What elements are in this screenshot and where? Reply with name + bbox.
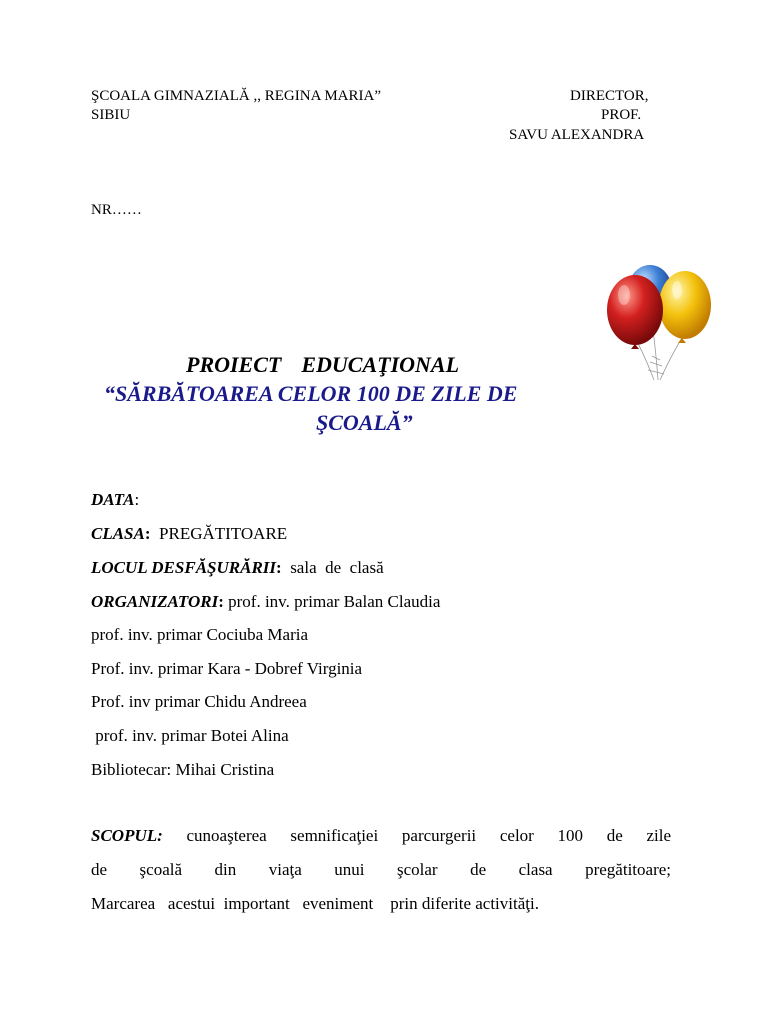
document-number: NR…… [91,202,142,218]
date-label: DATA [91,490,135,509]
scope-line-2: de şcoală din viaţa unui şcolar de clasa pregătitoare; [91,860,671,879]
organizers-label: ORGANIZATORI [91,592,219,611]
class-colon: : [144,524,151,543]
location-colon: : [276,558,282,577]
title-line-3: ŞCOALĂ” [316,410,413,435]
organizer-3: Prof. inv. primar Kara - Dobref Virginia [91,659,363,678]
title-proiect: PROIECT [186,352,282,377]
date-row [91,490,139,510]
title-educational: EDUCAŢIONAL [301,352,460,377]
organizer-2: prof. inv. primar Cociuba Maria [91,625,308,644]
organizer-5: prof. inv. primar Botei Alina [91,726,289,745]
title-line-1 [186,352,459,378]
director-prof: PROF. [601,107,642,123]
date-colon: : [134,490,140,509]
scope-label: SCOPUL: [91,826,163,845]
class-label: CLASA [91,524,145,543]
scope-text-1: cunoaşterea semnificaţiei parcurgerii celor 100 de zile [186,826,672,845]
school-city: SIBIU [91,107,131,123]
director-name: SAVU ALEXANDRA [509,127,645,143]
director-title: DIRECTOR, [570,88,649,104]
organizers-colon: : [218,592,224,611]
location-label: LOCUL DESFĂŞURĂRII [91,558,277,577]
scope-line-1 [91,826,671,846]
location-row [91,558,384,578]
organizers-row [91,592,440,612]
scope-line-3: Marcarea acestui important eveniment prin diferite activităţi. [91,894,539,913]
balloons-icon [600,262,718,384]
organizer-4: Prof. inv primar Chidu Andreea [91,692,307,711]
organizer-1: prof. inv. primar Balan Claudia [228,592,441,611]
title-line-2: “SĂRBĂTOAREA CELOR 100 DE ZILE DE [104,381,518,406]
class-value: PREGĂTITOARE [159,524,288,543]
librarian: Bibliotecar: Mihai Cristina [91,760,275,779]
class-row [91,524,287,544]
school-name: ŞCOALA GIMNAZIALĂ ,, REGINA MARIA” [91,88,381,104]
location-value: sala de clasă [290,558,384,577]
